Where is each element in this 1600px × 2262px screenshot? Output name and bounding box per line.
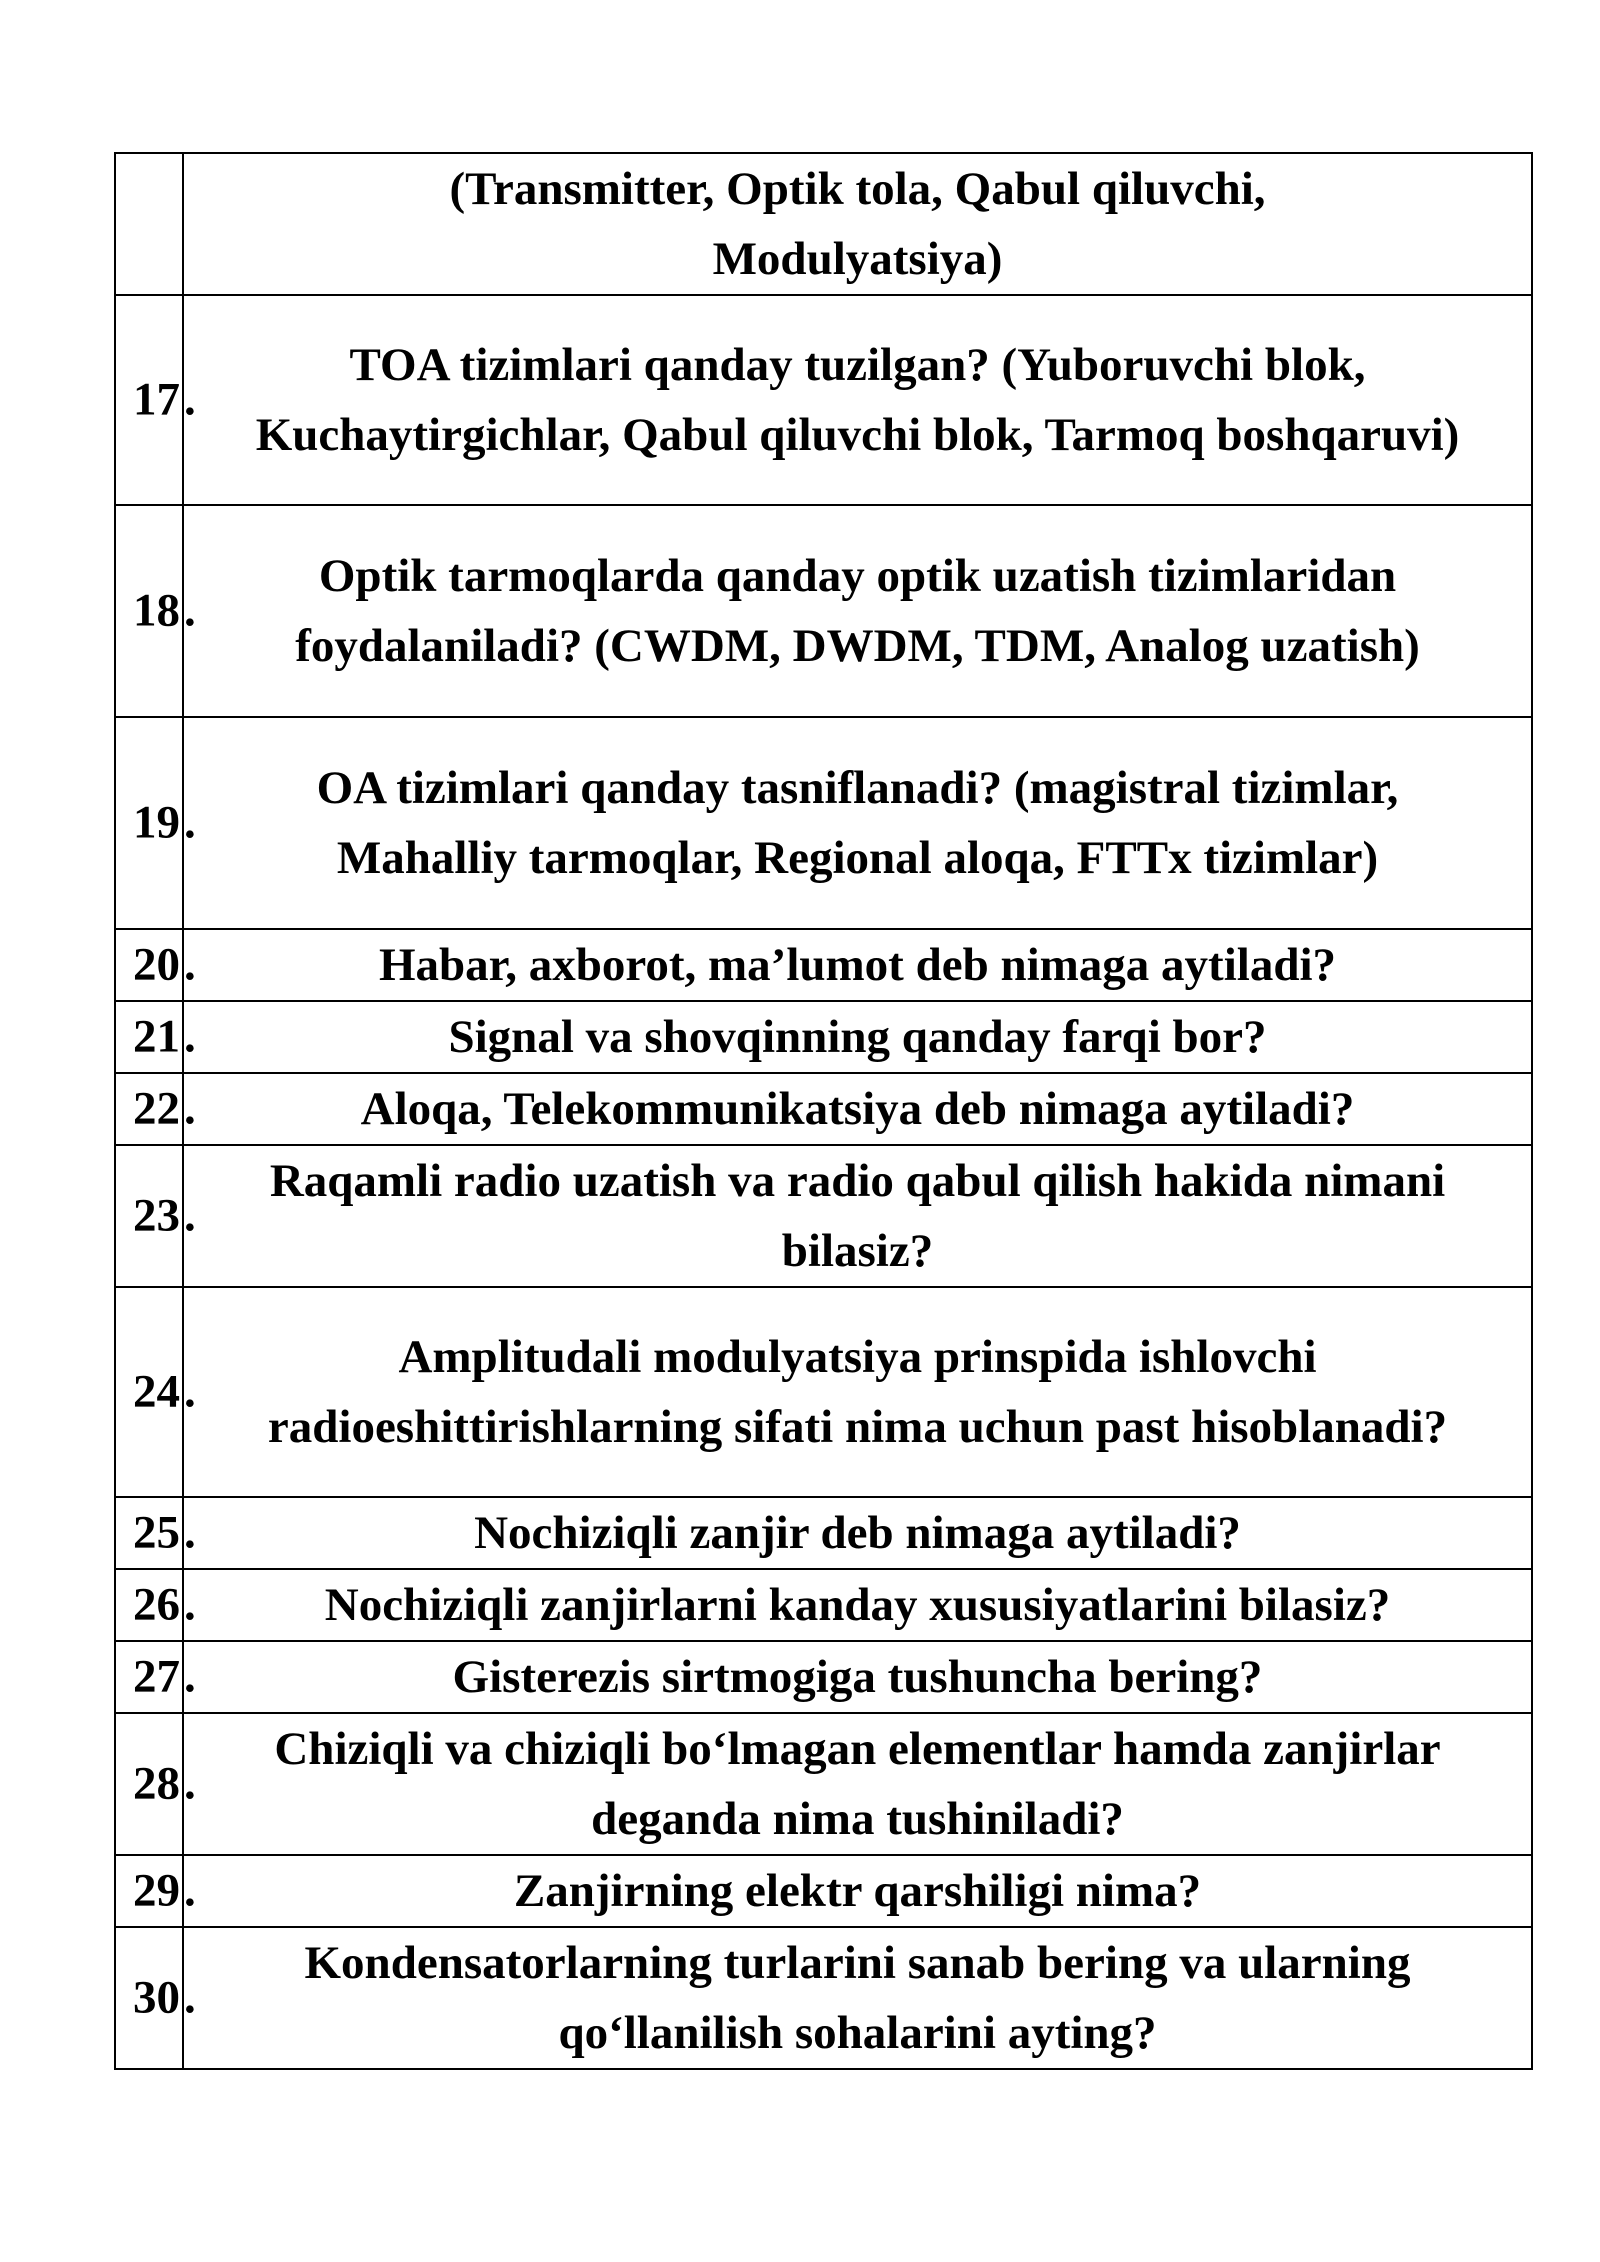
row-number-cell	[115, 717, 196, 929]
table-row	[115, 295, 1532, 505]
table-row	[115, 1855, 1532, 1927]
question-cell	[183, 295, 1532, 505]
row-number: 17	[133, 373, 180, 426]
row-number-dot: .	[184, 938, 196, 991]
row-number: 27	[133, 1650, 180, 1703]
question-text: Nochiziqli zanjir deb nimaga aytiladi?	[474, 1507, 1241, 1559]
row-number-dot: .	[184, 1757, 196, 1810]
question-cell	[183, 1497, 1532, 1569]
question-text: Zanjirning elektr qarshiligi nima?	[513, 1865, 1202, 1917]
questions-table	[114, 152, 1533, 2070]
question-cell	[183, 153, 1532, 295]
row-number: 22	[133, 1082, 180, 1135]
row-number: 26	[133, 1578, 180, 1631]
table-row	[115, 1641, 1532, 1713]
question-text: Habar, axborot, ma’lumot deb nimaga aytiladi?	[378, 939, 1337, 991]
row-number-dot: .	[184, 1189, 196, 1242]
question-text: Raqamli radio uzatish va radio qabul qilish hakida nimani bilasiz?	[269, 1155, 1446, 1277]
row-number-dot: .	[184, 1578, 196, 1631]
row-number-dot: .	[184, 796, 196, 849]
question-text: Chiziqli va chiziqli bo‘lmagan elementlar hamda zanjirlar deganda nima tushiniladi?	[274, 1723, 1441, 1845]
question-cell	[183, 1641, 1532, 1713]
row-number: 19	[133, 796, 180, 849]
row-number-cell	[115, 505, 196, 717]
row-number-cell	[115, 1927, 196, 2069]
row-number-cell	[115, 1497, 196, 1569]
question-text: Kondensatorlarning turlarini sanab bering va ularning qo‘llanilish sohalarini ayting?	[304, 1937, 1411, 2059]
table-row	[115, 153, 1532, 295]
row-number-cell	[115, 1001, 196, 1073]
row-number-dot: .	[184, 373, 196, 426]
question-cell	[183, 1287, 1532, 1497]
question-text: Optik tarmoqlarda qanday optik uzatish tizimlaridan foydalaniladi? (CWDM, DWDM, TDM, Analog uzatish)	[295, 550, 1420, 672]
table-row	[115, 717, 1532, 929]
row-number-dot: .	[184, 1650, 196, 1703]
question-cell	[183, 1713, 1532, 1855]
table-row	[115, 929, 1532, 1001]
question-cell	[183, 1855, 1532, 1927]
question-text: (Transmitter, Optik tola, Qabul qiluvchi, Modulyatsiya)	[449, 163, 1266, 285]
row-number-dot: .	[184, 584, 196, 637]
row-number: 18	[133, 584, 180, 637]
question-text: Aloqa, Telekommunikatsiya deb nimaga aytiladi?	[360, 1083, 1355, 1135]
table-row	[115, 1713, 1532, 1855]
row-number: 23	[133, 1189, 180, 1242]
row-number-cell	[115, 153, 183, 295]
table-row	[115, 1569, 1532, 1641]
row-number-cell	[115, 1073, 196, 1145]
row-number: 24	[133, 1365, 180, 1418]
question-text: Signal va shovqinning qanday farqi bor?	[448, 1011, 1267, 1063]
row-number-cell	[115, 1287, 196, 1497]
row-number-dot: .	[184, 1506, 196, 1559]
question-text: Nochiziqli zanjirlarni kanday xususiyatlarini bilasiz?	[324, 1579, 1391, 1631]
row-number-dot: .	[184, 1971, 196, 2024]
table-row	[115, 1497, 1532, 1569]
table-row	[115, 1287, 1532, 1497]
row-number-dot: .	[184, 1082, 196, 1135]
row-number: 25	[133, 1506, 180, 1559]
row-number: 30	[133, 1971, 180, 2024]
row-number: 20	[133, 938, 180, 991]
row-number-cell	[115, 929, 196, 1001]
row-number: 21	[133, 1010, 180, 1063]
row-number-cell	[115, 295, 196, 505]
question-cell	[183, 505, 1532, 717]
question-cell	[183, 1569, 1532, 1641]
question-cell	[183, 1073, 1532, 1145]
table-row	[115, 1927, 1532, 2069]
row-number-cell	[115, 1641, 196, 1713]
row-number-cell	[115, 1145, 196, 1287]
question-text: OA tizimlari qanday tasniflanadi? (magistral tizimlar, Mahalliy tarmoqlar, Regional aloqa, FTTx tizimlar)	[316, 762, 1399, 884]
row-number-dot: .	[184, 1010, 196, 1063]
row-number-cell	[115, 1855, 196, 1927]
row-number-cell	[115, 1569, 196, 1641]
row-number-dot: .	[184, 1864, 196, 1917]
table-row	[115, 1145, 1532, 1287]
question-text: TOA tizimlari qanday tuzilgan? (Yuboruvchi blok, Kuchaytirgichlar, Qabul qiluvchi blok, Tarmoq boshqaruvi)	[255, 339, 1460, 461]
row-number: 29	[133, 1864, 180, 1917]
row-number: 28	[133, 1757, 180, 1810]
question-cell	[183, 717, 1532, 929]
question-cell	[183, 1145, 1532, 1287]
question-cell	[183, 1001, 1532, 1073]
table-row	[115, 1001, 1532, 1073]
table-row	[115, 505, 1532, 717]
table-row	[115, 1073, 1532, 1145]
question-cell	[183, 929, 1532, 1001]
row-number-dot: .	[184, 1365, 196, 1418]
question-text: Gisterezis sirtmogiga tushuncha bering?	[452, 1651, 1263, 1703]
question-text: Amplitudali modulyatsiya prinspida ishlovchi radioeshittirishlarning sifati nima uchun past hisoblanadi?	[267, 1331, 1448, 1453]
row-number-cell	[115, 1713, 196, 1855]
question-cell	[183, 1927, 1532, 2069]
